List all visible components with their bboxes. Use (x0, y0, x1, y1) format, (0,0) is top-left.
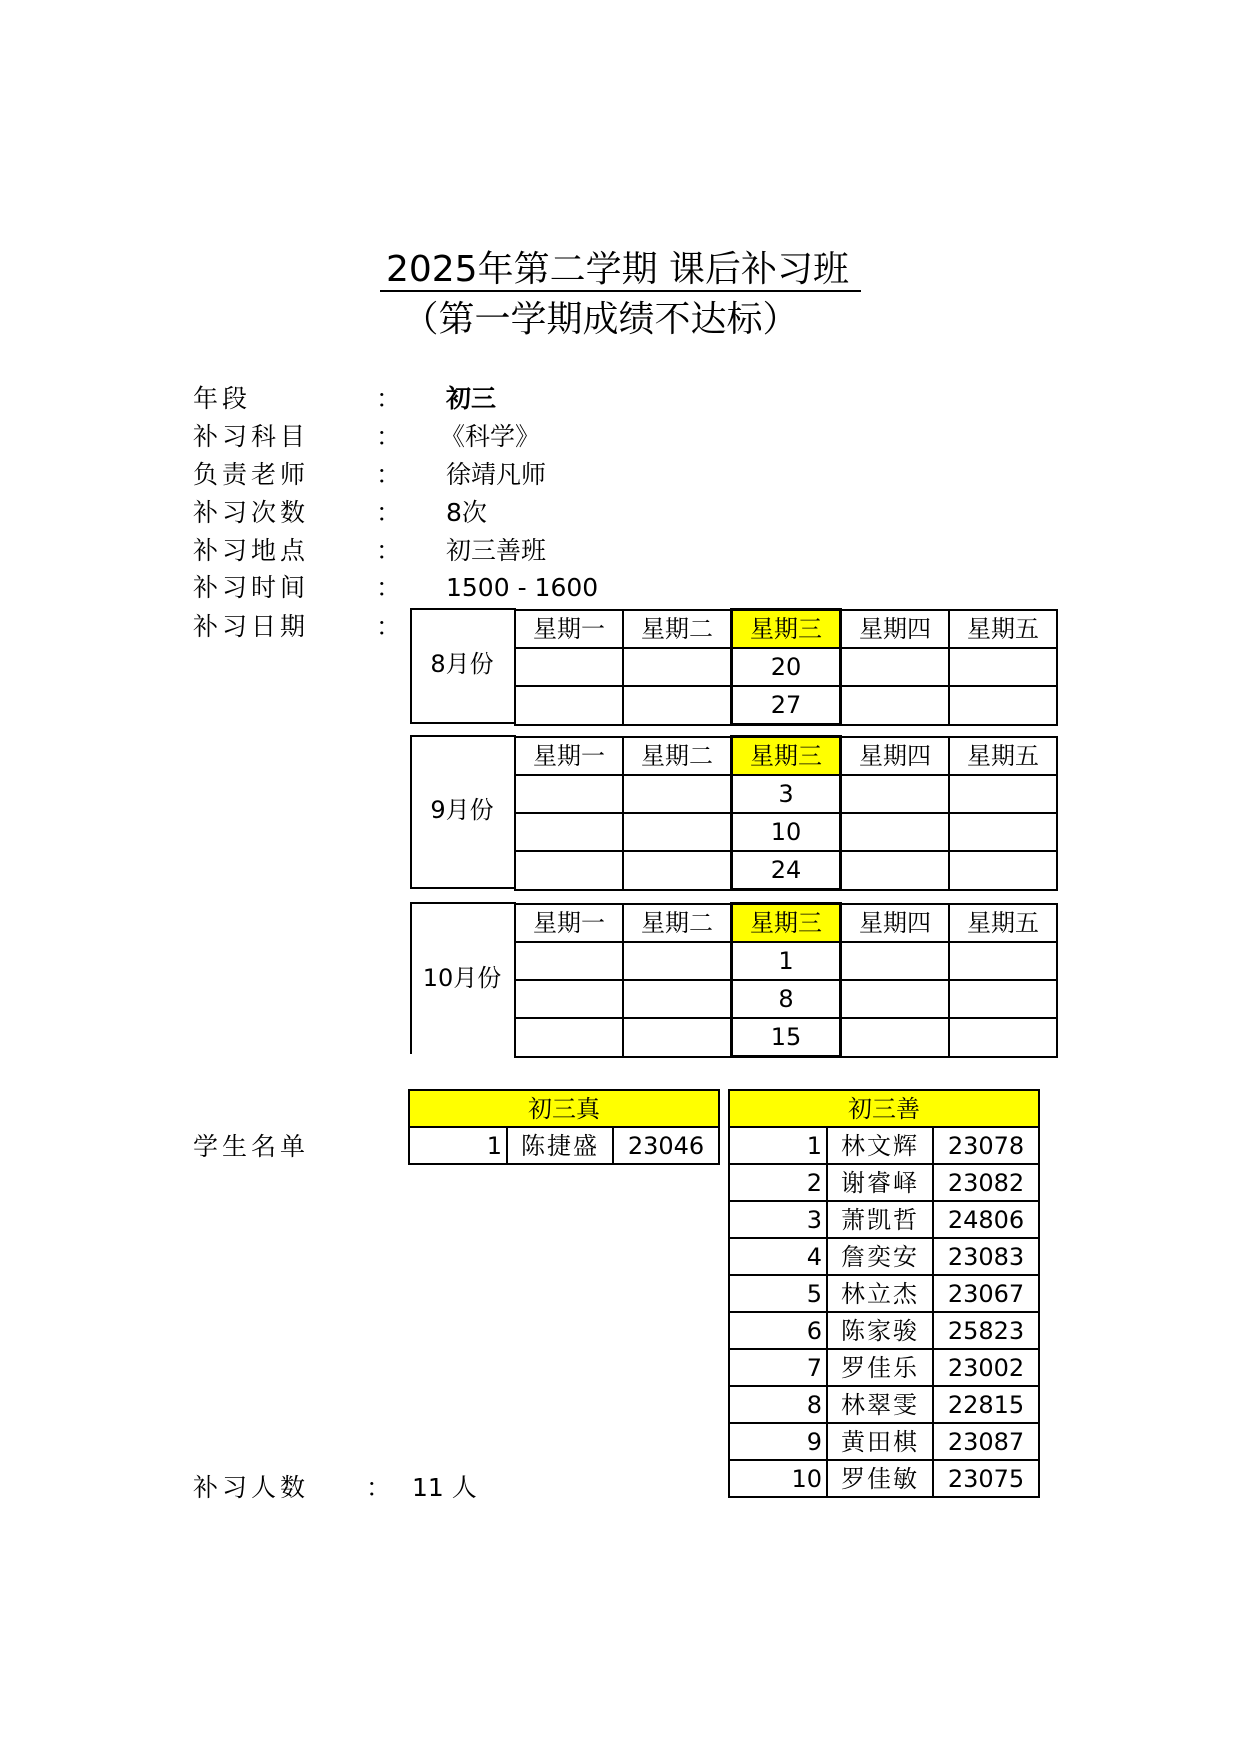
student-id: 24806 (933, 1201, 1039, 1238)
info-value-teacher: 徐靖凡师 (446, 460, 547, 489)
info-label-location: 补习地点 (193, 536, 310, 565)
weekday-mon: 星期一 (515, 737, 623, 776)
info-label-dates: 补习日期 (193, 612, 310, 641)
student-id: 23002 (933, 1349, 1039, 1386)
student-number: 10 (729, 1460, 827, 1497)
info-value-location: 初三善班 (446, 536, 547, 565)
student-number: 1 (409, 1127, 507, 1164)
info-colon: ： (376, 573, 402, 602)
table-row (729, 1423, 1039, 1460)
table-row (729, 1312, 1039, 1349)
info-colon: ： (376, 384, 402, 413)
total-label: 补习人数 (193, 1473, 310, 1502)
date-cell: 3 (732, 775, 841, 813)
weekday-fri: 星期五 (949, 610, 1057, 649)
student-id: 25823 (933, 1312, 1039, 1349)
month-label-october: 10月份 (422, 964, 502, 992)
weekday-fri: 星期五 (949, 904, 1057, 943)
weekday-header-row (515, 904, 1057, 943)
student-number: 4 (729, 1238, 827, 1275)
weekday-wed: 星期三 (732, 737, 841, 776)
student-id: 23087 (933, 1423, 1039, 1460)
calendar-row (515, 775, 1057, 813)
date-cell: 24 (732, 851, 841, 890)
student-name: 罗佳敏 (827, 1460, 933, 1497)
weekday-tue: 星期二 (623, 737, 732, 776)
table-row (729, 1349, 1039, 1386)
table-row (729, 1238, 1039, 1275)
student-number: 9 (729, 1423, 827, 1460)
calendar-row (515, 1018, 1057, 1057)
student-number: 6 (729, 1312, 827, 1349)
info-value-grade: 初三 (446, 384, 497, 413)
weekday-wed: 星期三 (732, 610, 841, 649)
calendar-september (514, 735, 1058, 891)
calendar-row (515, 813, 1057, 851)
student-name: 谢睿峄 (827, 1164, 933, 1201)
weekday-thu: 星期四 (841, 737, 950, 776)
student-number: 3 (729, 1201, 827, 1238)
weekday-fri: 星期五 (949, 737, 1057, 776)
date-cell: 27 (732, 686, 841, 725)
student-name: 陈家骏 (827, 1312, 933, 1349)
class-b-header: 初三善 (729, 1090, 1039, 1127)
calendar-august (514, 608, 1058, 726)
info-colon: ： (376, 536, 402, 565)
student-table-class-b (728, 1089, 1040, 1498)
date-cell: 15 (732, 1018, 841, 1057)
weekday-mon: 星期一 (515, 904, 623, 943)
student-name: 黄田棋 (827, 1423, 933, 1460)
student-id: 23067 (933, 1275, 1039, 1312)
info-value-sessions: 8次 (446, 498, 487, 527)
total-value: 11 人 (412, 1473, 477, 1502)
student-number: 1 (729, 1127, 827, 1164)
table-row (729, 1275, 1039, 1312)
student-name: 萧凯哲 (827, 1201, 933, 1238)
weekday-header-row (515, 737, 1057, 776)
student-name: 林立杰 (827, 1275, 933, 1312)
month-label-september: 9月份 (430, 796, 494, 824)
student-number: 7 (729, 1349, 827, 1386)
table-row (729, 1386, 1039, 1423)
info-label-time: 补习时间 (193, 573, 310, 602)
info-colon: ： (376, 498, 402, 527)
page-title: 2025年第二学期 课后补习班 (0, 248, 1241, 292)
student-number: 8 (729, 1386, 827, 1423)
weekday-thu: 星期四 (841, 904, 950, 943)
table-row (729, 1164, 1039, 1201)
info-value-time: 1500 - 1600 (446, 573, 599, 602)
calendar-row (515, 980, 1057, 1018)
weekday-wed: 星期三 (732, 904, 841, 943)
calendar-october (514, 902, 1058, 1058)
info-label-teacher: 负责老师 (193, 460, 310, 489)
info-colon: ： (376, 612, 402, 641)
info-label-subject: 补习科目 (193, 422, 310, 451)
date-cell: 1 (732, 942, 841, 980)
student-id: 23075 (933, 1460, 1039, 1497)
date-cell: 8 (732, 980, 841, 1018)
student-table-class-a (408, 1089, 720, 1165)
info-colon: ： (376, 460, 402, 489)
students-label: 学生名单 (193, 1132, 310, 1161)
weekday-tue: 星期二 (623, 610, 732, 649)
calendar-row (515, 851, 1057, 890)
page-subtitle: （第一学期成绩不达标） (402, 299, 799, 340)
student-name: 詹奕安 (827, 1238, 933, 1275)
weekday-thu: 星期四 (841, 610, 950, 649)
student-number: 5 (729, 1275, 827, 1312)
weekday-tue: 星期二 (623, 904, 732, 943)
student-name: 陈捷盛 (507, 1127, 613, 1164)
info-label-sessions: 补习次数 (193, 498, 310, 527)
calendar-row (515, 686, 1057, 725)
info-colon: ： (376, 422, 402, 451)
class-a-header: 初三真 (409, 1090, 719, 1127)
student-name: 罗佳乐 (827, 1349, 933, 1386)
student-name: 林文辉 (827, 1127, 933, 1164)
table-row (729, 1460, 1039, 1497)
info-label-grade: 年段 (193, 384, 252, 413)
table-row (729, 1127, 1039, 1164)
total-colon: ： (366, 1473, 392, 1502)
student-name: 林翠雯 (827, 1386, 933, 1423)
calendar-row (515, 942, 1057, 980)
student-id: 23078 (933, 1127, 1039, 1164)
student-id: 23082 (933, 1164, 1039, 1201)
weekday-header-row (515, 610, 1057, 649)
student-id: 22815 (933, 1386, 1039, 1423)
table-row (729, 1201, 1039, 1238)
student-number: 2 (729, 1164, 827, 1201)
calendar-row (515, 648, 1057, 686)
student-id: 23046 (613, 1127, 719, 1164)
info-value-subject: 《科学》 (440, 422, 541, 451)
month-label-august: 8月份 (430, 650, 494, 678)
weekday-mon: 星期一 (515, 610, 623, 649)
student-id: 23083 (933, 1238, 1039, 1275)
table-row (409, 1127, 719, 1164)
date-cell: 10 (732, 813, 841, 851)
date-cell: 20 (732, 648, 841, 686)
